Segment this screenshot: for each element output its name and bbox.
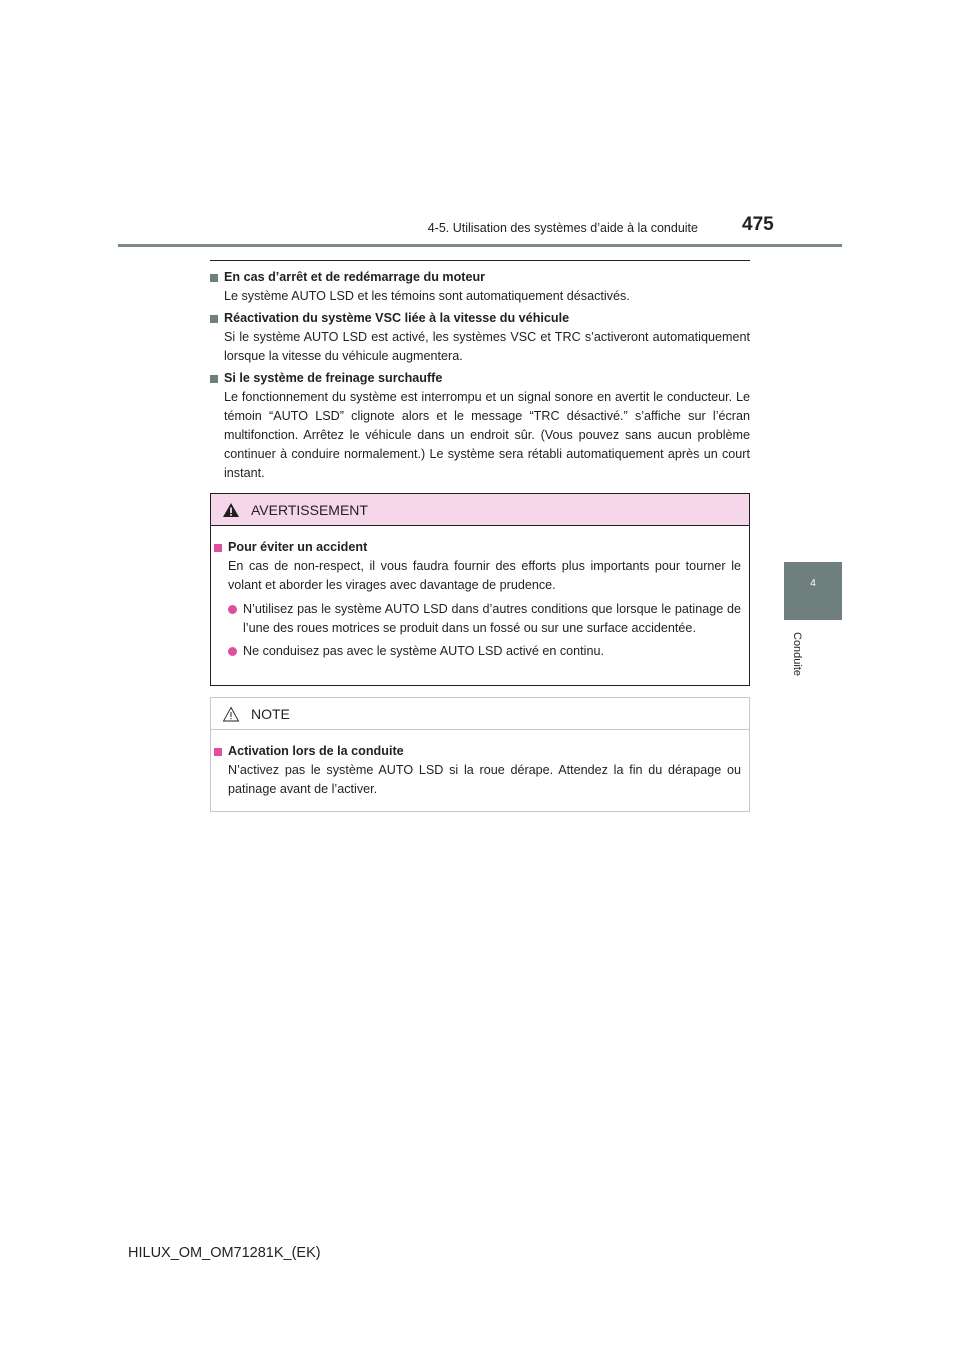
warning-header [211, 494, 749, 526]
chapter-tab[interactable] [784, 562, 842, 620]
top-rule [210, 260, 750, 261]
square-bullet-icon [210, 375, 218, 383]
item-title [210, 369, 750, 388]
warning-box [210, 493, 750, 686]
warning-bullet-list [214, 600, 741, 661]
note-text: N’activez pas le système AUTO LSD si la roue dérape. Attendez la fin du dérapage ou patinage avant de l’activer. [228, 763, 741, 796]
warning-title-text: Pour éviter un accident [228, 540, 368, 554]
item-title-text: Si le système de freinage surchauffe [224, 371, 443, 385]
list-item [228, 600, 741, 638]
chapter-number: 4 [810, 578, 816, 589]
item-title-text: Réactivation du système VSC liée à la vitesse du véhicule [224, 311, 570, 325]
item-title-text: En cas d’arrêt et de redémarrage du moteur [224, 270, 486, 284]
note-box [210, 697, 750, 812]
list-item [210, 369, 750, 483]
warning-text: En cas de non-respect, il vous faudra fournir des efforts plus importants pour tourner le volant et aborder les virages avec davantage de prudence. [228, 559, 741, 592]
document-code: HILUX_OM_OM71281K_(EK) [128, 1245, 321, 1261]
warning-heading: AVERTISSEMENT [251, 501, 368, 518]
dot-bullet-icon [228, 647, 237, 656]
note-heading: NOTE [251, 705, 290, 722]
bullet-text: Ne conduisez pas avec le système AUTO LSD activé en continu. [243, 644, 604, 658]
warning-triangle-icon [211, 502, 251, 518]
caution-triangle-icon [211, 706, 251, 722]
list-item [228, 642, 741, 661]
page-number: 475 [742, 214, 774, 235]
bullet-text: N’utilisez pas le système AUTO LSD dans d’autres conditions que lorsque le patinage de l’une des roues motrices se produit dans un fossé ou sur une surface accidentée. [243, 602, 741, 635]
list-item [210, 309, 750, 366]
note-title [214, 742, 741, 761]
item-body: Si le système AUTO LSD est activé, les systèmes VSC et TRC s’activeront automatiquement lorsque la vitesse du véhicule augmentera. [224, 330, 750, 363]
square-bullet-icon [214, 748, 222, 756]
list-item [210, 268, 750, 306]
note-header [211, 698, 749, 730]
item-body: Le système AUTO LSD et les témoins sont automatiquement désactivés. [224, 289, 630, 303]
chapter-label: Conduite [791, 632, 803, 677]
section-title: 4-5. Utilisation des systèmes d’aide à la conduite [427, 221, 698, 235]
note-title-text: Activation lors de la conduite [228, 744, 404, 758]
warning-body [211, 526, 749, 661]
dot-bullet-icon [228, 605, 237, 614]
note-body [211, 730, 749, 799]
item-title [210, 268, 750, 287]
item-title [210, 309, 750, 328]
square-bullet-icon [214, 544, 222, 552]
item-body: Le fonctionnement du système est interrompu et un signal sonore en avertit le conducteur. Le témoin “AUTO LSD” clignote alors et le message “TRC désactivé.” s’affiche sur l’écran multifonction. Arrêtez le véhicule dans un endroit sûr. (Vous pouvez sans aucun problème continuer à conduire normalement.) Le système sera rétabli automatiquement après un court instant. [224, 390, 750, 480]
main-content [210, 268, 750, 486]
square-bullet-icon [210, 274, 218, 282]
header-rule [118, 244, 842, 247]
warning-title [214, 538, 741, 557]
square-bullet-icon [210, 315, 218, 323]
